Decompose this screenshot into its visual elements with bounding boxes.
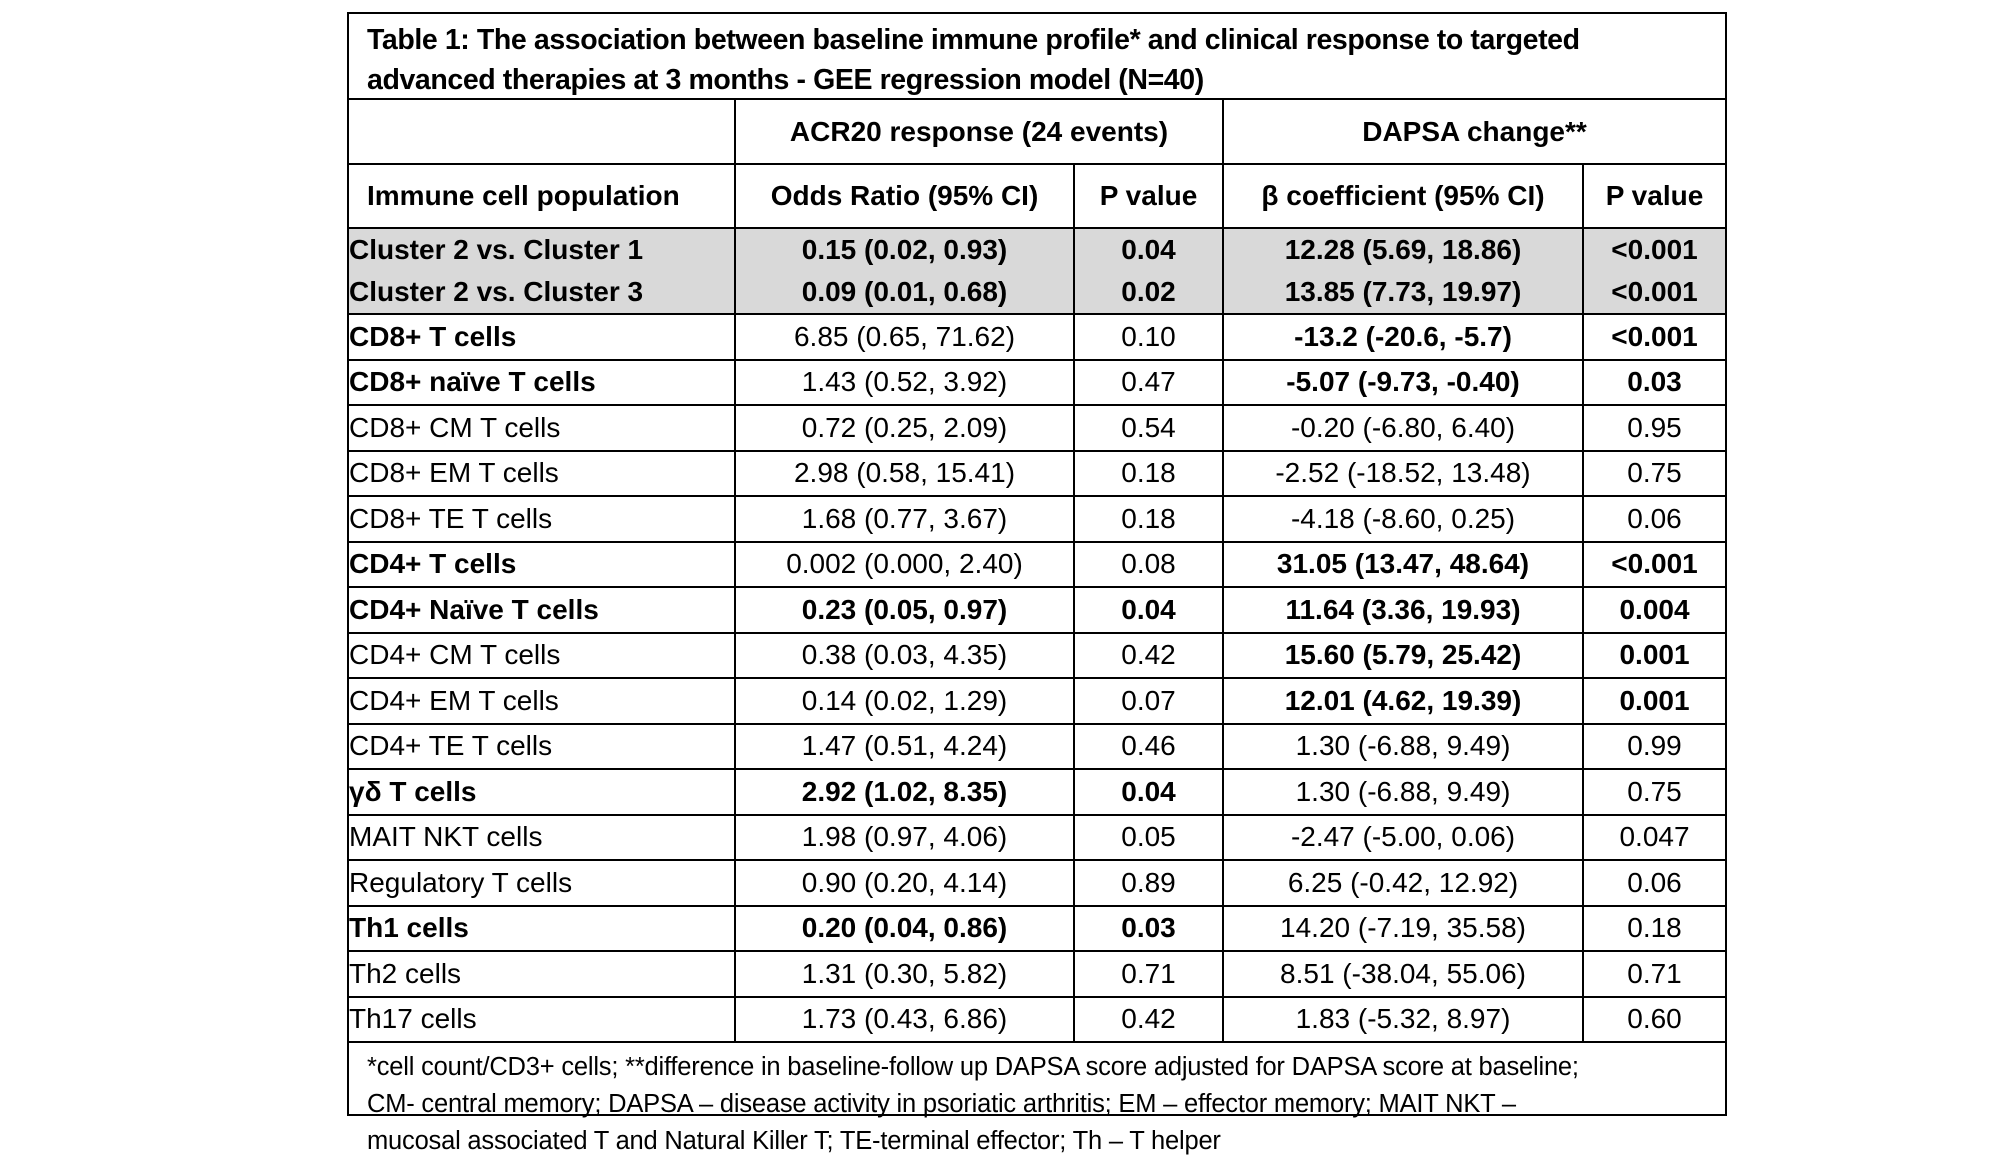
beta-cell: -0.20 (-6.80, 6.40) [1223,405,1583,451]
p-value-dapsa-cell: <0.001 [1583,542,1725,588]
group-header-dapsa: DAPSA change** [1223,100,1725,164]
odds-ratio-cell: 1.68 (0.77, 3.67) [735,496,1074,542]
header-beta: β coefficient (95% CI) [1223,164,1583,228]
population-cell: CD4+ CM T cells [349,633,735,679]
beta-cell: 14.20 (-7.19, 35.58) [1223,906,1583,952]
table-row [349,769,1725,815]
population-cell: CD8+ EM T cells [349,451,735,497]
beta-cell: 1.83 (-5.32, 8.97) [1223,997,1583,1043]
footnote-line-1: *cell count/CD3+ cells; **difference in baseline-follow up DAPSA score adjusted for DAPSA score at baseline; [367,1053,1579,1081]
cluster-or-cell [735,228,1074,314]
table-row [349,496,1725,542]
odds-ratio-cell: 6.85 (0.65, 71.62) [735,314,1074,360]
p-value-dapsa-cell: 0.06 [1583,496,1725,542]
population-cell: CD4+ T cells [349,542,735,588]
p-value-acr-cell: 0.46 [1074,724,1223,770]
p-value-dapsa-cell: 0.18 [1583,906,1725,952]
results-table-document [347,12,1727,1155]
beta-cell: 8.51 (-38.04, 55.06) [1223,951,1583,997]
beta-cell: 15.60 (5.79, 25.42) [1223,633,1583,679]
p-value-dapsa-cell: 0.06 [1583,860,1725,906]
p-value-dapsa-cell: 0.75 [1583,451,1725,497]
beta-cell: -4.18 (-8.60, 0.25) [1223,496,1583,542]
odds-ratio-cell: 0.14 (0.02, 1.29) [735,678,1074,724]
p-value-dapsa-cell: 0.60 [1583,997,1725,1043]
footnote-line-2: CM- central memory; DAPSA – disease activity in psoriatic arthritis; EM – effector memory; MAIT NKT – [367,1090,1516,1118]
beta-cell: 12.01 (4.62, 19.39) [1223,678,1583,724]
table-footnote [349,1043,1725,1160]
odds-ratio-cell: 2.92 (1.02, 8.35) [735,769,1074,815]
p-value-dapsa-cell: 0.004 [1583,587,1725,633]
beta-cell: -13.2 (-20.6, -5.7) [1223,314,1583,360]
population-cell: CD8+ T cells [349,314,735,360]
population-cell: CD8+ naïve T cells [349,360,735,406]
p-value-dapsa-cell: 0.03 [1583,360,1725,406]
p-value-acr-cell: 0.18 [1074,451,1223,497]
table-row [349,997,1725,1043]
population-cell: CD4+ TE T cells [349,724,735,770]
cluster-p1: 0.04 [1121,234,1176,265]
table-row [349,405,1725,451]
odds-ratio-cell: 1.43 (0.52, 3.92) [735,360,1074,406]
table-row [349,815,1725,861]
odds-ratio-cell: 0.23 (0.05, 0.97) [735,587,1074,633]
cluster-p2: <0.001 [1611,276,1698,307]
beta-cell: 1.30 (-6.88, 9.49) [1223,724,1583,770]
cluster-comparison-row [349,228,1725,314]
odds-ratio-cell: 2.98 (0.58, 15.41) [735,451,1074,497]
p-value-dapsa-cell: 0.99 [1583,724,1725,770]
beta-cell: 31.05 (13.47, 48.64) [1223,542,1583,588]
cluster-beta: 13.85 (7.73, 19.97) [1284,276,1522,307]
p-value-dapsa-cell: 0.75 [1583,769,1725,815]
table-row [349,860,1725,906]
cluster-or: 0.15 (0.02, 0.93) [801,234,1008,265]
table-row [349,587,1725,633]
p-value-acr-cell: 0.42 [1074,633,1223,679]
table-title [349,14,1725,100]
population-cell: Regulatory T cells [349,860,735,906]
p-value-acr-cell: 0.47 [1074,360,1223,406]
beta-cell: -2.52 (-18.52, 13.48) [1223,451,1583,497]
p-value-acr-cell: 0.10 [1074,314,1223,360]
p-value-acr-cell: 0.08 [1074,542,1223,588]
cluster-or: 0.09 (0.01, 0.68) [801,276,1008,307]
table-title-line-1: Table 1: The association between baseline immune profile* and clinical response to targeted [367,24,1580,56]
group-header-empty [349,100,735,164]
population-cell: Th17 cells [349,997,735,1043]
p-value-acr-cell: 0.18 [1074,496,1223,542]
table-row [349,951,1725,997]
header-population: Immune cell population [349,164,735,228]
population-cell: γδ T cells [349,769,735,815]
odds-ratio-cell: 0.002 (0.000, 2.40) [735,542,1074,588]
p-value-dapsa-cell: <0.001 [1583,314,1725,360]
p-value-dapsa-cell: 0.001 [1583,633,1725,679]
table-row [349,360,1725,406]
table-title-line-2: advanced therapies at 3 months - GEE regression model (N=40) [367,64,1204,96]
odds-ratio-cell: 1.47 (0.51, 4.24) [735,724,1074,770]
cluster-name: Cluster 2 vs. Cluster 1 [349,234,644,265]
odds-ratio-cell: 1.98 (0.97, 4.06) [735,815,1074,861]
group-header-row [349,100,1725,164]
cluster-p2: <0.001 [1611,234,1698,265]
beta-cell: 11.64 (3.36, 19.93) [1223,587,1583,633]
p-value-acr-cell: 0.04 [1074,587,1223,633]
p-value-acr-cell: 0.54 [1074,405,1223,451]
population-cell: CD8+ TE T cells [349,496,735,542]
cluster-p2-cell [1583,228,1725,314]
p-value-dapsa-cell: 0.71 [1583,951,1725,997]
population-cell: MAIT NKT cells [349,815,735,861]
table-row [349,906,1725,952]
header-p-value-acr: P value [1074,164,1223,228]
p-value-dapsa-cell: 0.001 [1583,678,1725,724]
cluster-p1-cell [1074,228,1223,314]
p-value-acr-cell: 0.05 [1074,815,1223,861]
p-value-dapsa-cell: 0.047 [1583,815,1725,861]
odds-ratio-cell: 1.31 (0.30, 5.82) [735,951,1074,997]
header-odds-ratio: Odds Ratio (95% CI) [735,164,1074,228]
table-row [349,633,1725,679]
population-cell: CD8+ CM T cells [349,405,735,451]
p-value-acr-cell: 0.71 [1074,951,1223,997]
group-header-acr20: ACR20 response (24 events) [735,100,1223,164]
odds-ratio-cell: 0.72 (0.25, 2.09) [735,405,1074,451]
population-cell: CD4+ Naïve T cells [349,587,735,633]
odds-ratio-cell: 0.20 (0.04, 0.86) [735,906,1074,952]
odds-ratio-cell: 0.90 (0.20, 4.14) [735,860,1074,906]
beta-cell: 1.30 (-6.88, 9.49) [1223,769,1583,815]
cluster-names-cell [349,228,735,314]
header-p-value-dapsa: P value [1583,164,1725,228]
beta-cell: -2.47 (-5.00, 0.06) [1223,815,1583,861]
population-cell: Th1 cells [349,906,735,952]
p-value-dapsa-cell: 0.95 [1583,405,1725,451]
column-header-row [349,164,1725,228]
cluster-beta-cell [1223,228,1583,314]
beta-cell: -5.07 (-9.73, -0.40) [1223,360,1583,406]
cluster-p1: 0.02 [1121,276,1176,307]
p-value-acr-cell: 0.89 [1074,860,1223,906]
table-row [349,451,1725,497]
table-row [349,678,1725,724]
odds-ratio-cell: 1.73 (0.43, 6.86) [735,997,1074,1043]
cluster-name: Cluster 2 vs. Cluster 3 [349,276,644,307]
population-cell: Th2 cells [349,951,735,997]
p-value-acr-cell: 0.07 [1074,678,1223,724]
odds-ratio-cell: 0.38 (0.03, 4.35) [735,633,1074,679]
footnote-line-3: mucosal associated T and Natural Killer T; TE-terminal effector; Th – T helper [367,1127,1221,1155]
table-row [349,314,1725,360]
table-row [349,542,1725,588]
results-table [349,100,1725,1043]
population-cell: CD4+ EM T cells [349,678,735,724]
p-value-acr-cell: 0.04 [1074,769,1223,815]
p-value-acr-cell: 0.42 [1074,997,1223,1043]
beta-cell: 6.25 (-0.42, 12.92) [1223,860,1583,906]
cluster-beta: 12.28 (5.69, 18.86) [1284,234,1522,265]
p-value-acr-cell: 0.03 [1074,906,1223,952]
table-row [349,724,1725,770]
